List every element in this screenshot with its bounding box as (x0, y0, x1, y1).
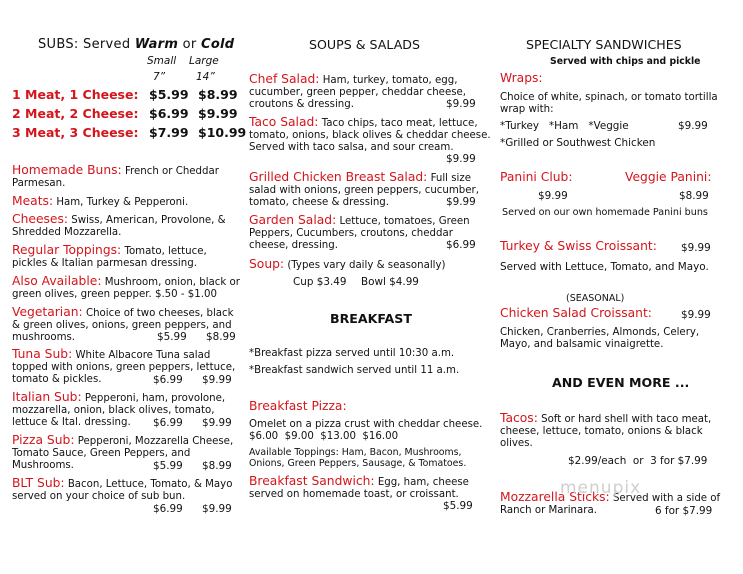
item-desc: Tomato, lettuce, pickles & Italian parmesan dressing. (12, 246, 207, 270)
item-desc: Ham, turkey, tomato, egg, cucumber, green pepper, cheddar cheese, croutons & dressing. (249, 75, 467, 111)
turkey-swiss-desc: Served with Lettuce, Tomato, and Mayo. (500, 261, 709, 273)
turkey-swiss-price: $9.99 (681, 242, 711, 254)
subs-title-or: or (182, 37, 197, 52)
size-large-inches: 14” (196, 71, 215, 83)
breakfast-note-2: *Breakfast sandwich served until 11 a.m. (249, 365, 460, 376)
item-name: Also Available: (12, 274, 102, 288)
veggie-panini (625, 171, 740, 185)
breakfast-note-1: *Breakfast pizza served until 10:30 a.m. (249, 348, 455, 359)
vegetarian-small-price: $5.99 (157, 331, 187, 343)
item-desc: (Types vary daily & seasonally) (287, 260, 446, 271)
price-small: $6.99 (149, 106, 189, 121)
item-desc: Omelet on a pizza crust with cheddar cheese. (249, 419, 483, 431)
item-name: Vegetarian: (12, 305, 83, 319)
soup-cup-price: Cup $3.49 (293, 276, 347, 288)
breakfast-sandwich-price: $5.99 (443, 500, 473, 512)
blt-sub-small-price: $6.99 (153, 503, 183, 515)
item-name: Veggie Panini: (625, 170, 712, 184)
grilled-chicken-price: $9.99 (446, 196, 476, 208)
chicken-salad-desc: Chicken, Cranberries, Almonds, Celery, Mayo, and balsamic vinaigrette. (500, 327, 700, 351)
breakfast-pizza-toppings: Available Toppings: Ham, Bacon, Mushrooms, Onions, Green Peppers, Sausage, & Tomatoes. (249, 447, 467, 470)
item-name: Grilled Chicken Breast Salad: (249, 170, 428, 184)
item-desc: Taco chips, taco meat, lettuce, tomato, onions, black olives & cheddar cheese. Served with taco salsa, and sour cream. (249, 118, 491, 154)
item-desc: Ham, Turkey & Pepperoni. (56, 197, 189, 208)
panini-club-price: $9.99 (538, 190, 568, 202)
item-name: Chef Salad: (249, 72, 320, 86)
tacos-price: $2.99/each or 3 for $7.99 (568, 455, 708, 467)
subs-title-prefix: SUBS: (38, 37, 79, 52)
garden-salad-price: $6.99 (446, 239, 476, 251)
item-name: Taco Salad: (249, 115, 319, 129)
homemade-buns (12, 164, 244, 190)
subs-title-cold: Cold (200, 37, 235, 52)
cheeses (12, 213, 244, 239)
item-name: Tacos: (500, 411, 538, 425)
item-desc: Soft or hard shell with taco meat, cheese, lettuce, tomato, onions & black olives. (500, 414, 712, 450)
chef-salad-price: $9.99 (446, 98, 476, 110)
item-name: Cheeses: (12, 212, 69, 226)
item-name: Turkey & Swiss Croissant: (500, 239, 657, 253)
price-row-1 (12, 87, 238, 102)
pizza-sub-large-price: $8.99 (202, 460, 232, 472)
wraps-options: *Turkey *Ham *Veggie (500, 120, 629, 132)
subs-title-served: Served (83, 37, 131, 52)
price-row-label: 3 Meat, 3 Cheese: (12, 125, 139, 140)
meats (12, 195, 244, 209)
wraps-extra: *Grilled or Southwest Chicken (500, 137, 656, 149)
item-desc: Choice of white, spinach, or tomato tortilla wrap with: (500, 92, 718, 116)
item-name: Meats: (12, 194, 54, 208)
item-desc: Mushroom, onion, black or green olives, green pepper. $.50 - $1.00 (12, 277, 240, 301)
item-desc: Swiss, American, Provolone, & Shredded Mozzarella. (12, 215, 226, 239)
blt-sub (12, 477, 244, 503)
item-name: Regular Toppings: (12, 243, 122, 257)
price-small: $5.99 (149, 87, 189, 102)
chicken-salad-price: $9.99 (681, 309, 711, 321)
size-large-label: Large (189, 55, 219, 67)
taco-salad-price: $9.99 (446, 153, 476, 165)
wraps-price: $9.99 (678, 120, 708, 132)
panini-club (500, 171, 620, 185)
item-name: Homemade Buns: (12, 163, 122, 177)
price-row-label: 2 Meat, 2 Cheese: (12, 106, 139, 121)
item-desc: Egg, ham, cheese served on homemade toast, or croissant. (249, 477, 469, 501)
item-name: BLT Sub: (12, 476, 65, 490)
wraps (500, 72, 725, 117)
regular-toppings (12, 244, 244, 270)
subs-title-warm: Warm (134, 37, 179, 52)
size-small-inches: 7” (153, 71, 166, 83)
veggie-panini-price: $8.99 (679, 190, 709, 202)
tuna-sub-small-price: $6.99 (153, 374, 183, 386)
breakfast-pizza (249, 400, 491, 444)
price-small: $7.99 (149, 125, 189, 140)
item-name: Italian Sub: (12, 390, 82, 404)
item-name: Soup: (249, 257, 285, 271)
breakfast-title: BREAKFAST (330, 311, 412, 326)
italian-sub-small-price: $6.99 (153, 417, 183, 429)
price-large: $10.99 (198, 125, 247, 140)
price-row-3 (12, 125, 247, 140)
item-name: Breakfast Sandwich: (249, 474, 375, 488)
item-name: Garden Salad: (249, 213, 337, 227)
and-even-more-title: AND EVEN MORE ... (552, 375, 690, 390)
item-desc: Pepperoni, Mozzarella Cheese, Tomato Sauce, Green Peppers, and Mushrooms. (12, 436, 234, 472)
breakfast-sandwich (249, 475, 491, 501)
price-large: $8.99 (198, 87, 238, 102)
soup (249, 258, 491, 272)
seasonal-label: (SEASONAL) (566, 293, 625, 304)
price-row-2 (12, 106, 238, 121)
soup-bowl-price: Bowl $4.99 (361, 276, 419, 288)
subs-title (38, 37, 234, 52)
item-desc: Full size salad with onions, green peppers, cucumber, tomato, cheese & dressing. (249, 173, 479, 209)
item-name: Tuna Sub: (12, 347, 73, 361)
price-row-label: 1 Meat, 1 Cheese: (12, 87, 139, 102)
item-name: Mozzarella Sticks: (500, 490, 610, 504)
tacos (500, 412, 730, 451)
item-name: Pizza Sub: (12, 433, 75, 447)
item-desc: Pepperoni, ham, provolone, mozzarella, onion, black olives, tomato, lettuce & Ital. dressing. (12, 393, 226, 429)
blt-sub-large-price: $9.99 (202, 503, 232, 515)
specialty-subtitle: Served with chips and pickle (550, 56, 701, 67)
item-name: Chicken Salad Croissant: (500, 306, 652, 320)
taco-salad (249, 116, 491, 155)
italian-sub-large-price: $9.99 (202, 417, 232, 429)
panini-note: Served on our own homemade Panini buns (502, 207, 708, 218)
mozzarella-price: 6 for $7.99 (655, 505, 713, 517)
price-large: $9.99 (198, 106, 238, 121)
item-desc: White Albacore Tuna salad topped with onions, green peppers, lettuce, tomato & pickles. (12, 350, 236, 386)
watermark: menupix (560, 478, 642, 498)
vegetarian-large-price: $8.99 (206, 331, 236, 343)
item-desc: Choice of two cheeses, black & green olives, onions, green peppers, and mushrooms. (12, 308, 234, 344)
tuna-sub-large-price: $9.99 (202, 374, 232, 386)
soups-salads-title: SOUPS & SALADS (309, 37, 420, 52)
specialty-title: SPECIALTY SANDWICHES (526, 37, 682, 52)
pizza-sub-small-price: $5.99 (153, 460, 183, 472)
item-desc: Lettuce, tomatoes, Green Peppers, Cucumbers, croutons, cheddar cheese, dressing. (249, 216, 470, 252)
item-name: Breakfast Pizza: (249, 399, 347, 413)
size-small-label: Small (147, 55, 177, 67)
also-available (12, 275, 244, 301)
breakfast-pizza-prices: $6.00 $9.00 $13.00 $16.00 (249, 431, 399, 443)
item-desc: French or Cheddar Parmesan. (12, 166, 219, 190)
item-desc: Bacon, Lettuce, Tomato, & Mayo served on your choice of sub bun. (12, 479, 233, 503)
item-name: Wraps: (500, 71, 543, 85)
item-desc: Served with a side of Ranch or Marinara. (500, 493, 721, 517)
item-name: Panini Club: (500, 170, 573, 184)
